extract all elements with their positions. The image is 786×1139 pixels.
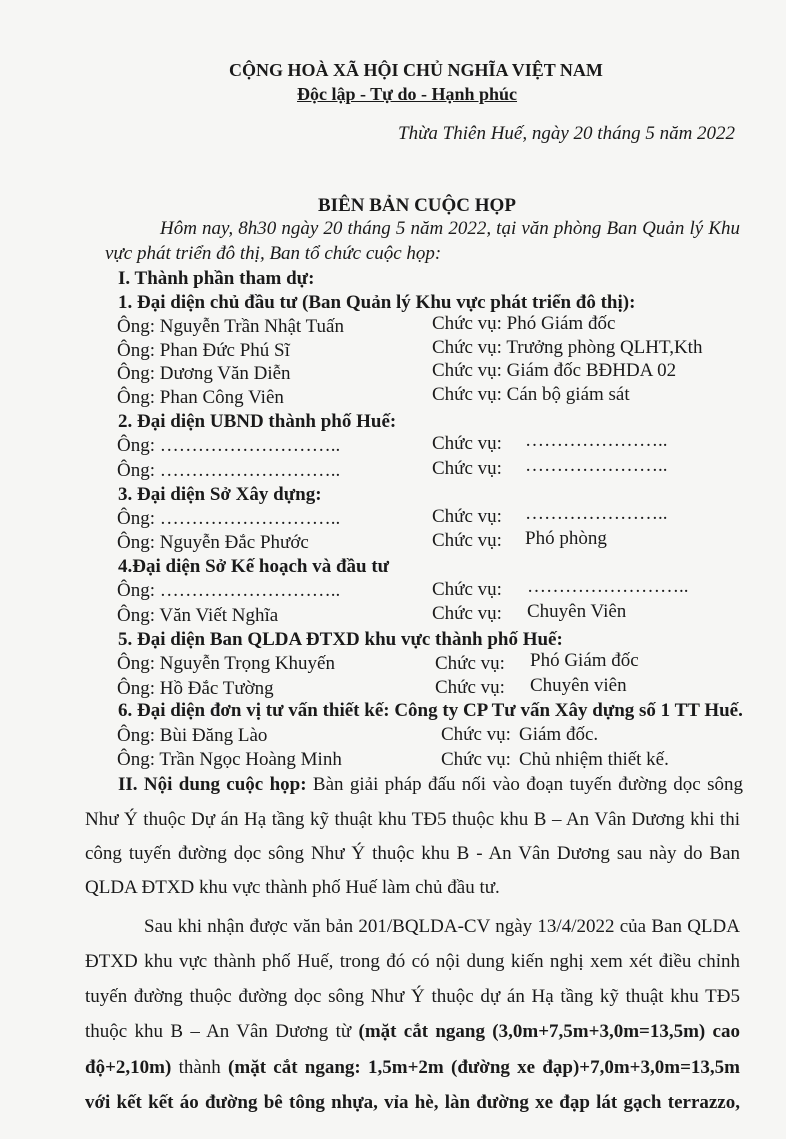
attendee-name: Ông: Nguyễn Đắc Phước xyxy=(117,532,309,553)
attendee-role: Chức vụ: Phó Giám đốc xyxy=(432,313,616,334)
attendee-name: Ông: Phan Đức Phú Sĩ xyxy=(117,340,290,361)
attendee-role-value: ………………….. xyxy=(525,503,668,524)
section-2-line-1 xyxy=(118,774,743,796)
attendee-role-label: Chức vụ: xyxy=(441,724,511,745)
para-2-text: thuộc khu B – An Vân Dương từ xyxy=(85,1021,359,1042)
attendee-name: Ông: Nguyễn Trần Nhật Tuấn xyxy=(117,316,344,337)
attendee-role-value: Chuyên Viên xyxy=(527,601,627,622)
attendee-name: Ông: ……………………….. xyxy=(117,460,341,481)
attendee-name: Ông: Hồ Đắc Tường xyxy=(117,678,274,699)
attendee-role-value: Giám đốc. xyxy=(519,724,599,745)
group-4-heading: 4.Đại diện Sở Kế hoạch và đầu tư xyxy=(118,556,390,577)
group-6-heading: 6. Đại diện đơn vị tư vấn thiết kế: Công ty CP Tư vấn Xây dựng số 1 TT Huế. xyxy=(118,700,743,721)
attendee-role-label: Chức vụ: xyxy=(432,506,502,527)
attendee-role-value: Phó phòng xyxy=(525,528,607,549)
attendee-name: Ông: ……………………….. xyxy=(117,508,341,529)
para-2-line-5 xyxy=(85,1057,740,1079)
intro-line-1: Hôm nay, 8h30 ngày 20 tháng 5 năm 2022, tại văn phòng Ban Quản lý Khu xyxy=(160,218,740,239)
attendee-role: Chức vụ: Cán bộ giám sát xyxy=(432,384,630,405)
attendee-role-value: …………………….. xyxy=(527,576,689,597)
section-1-heading: I. Thành phần tham dự: xyxy=(118,268,315,289)
para-2-line-2: ĐTXD khu vực thành phố Huế, trong đó có nội dung kiến nghị xem xét điều chỉnh xyxy=(85,951,740,972)
para-2-line-1: Sau khi nhận được văn bản 201/BQLDA-CV ngày 13/4/2022 của Ban QLDA xyxy=(144,916,740,937)
attendee-role-label: Chức vụ: xyxy=(432,530,502,551)
place-date: Thừa Thiên Huế, ngày 20 tháng 5 năm 2022 xyxy=(398,123,736,144)
attendee-role-label: Chức vụ: xyxy=(441,749,511,770)
group-1-heading: 1. Đại diện chủ đầu tư (Ban Quản lý Khu vực phát triển đô thị): xyxy=(118,292,636,313)
attendee-name: Ông: Văn Viết Nghĩa xyxy=(117,605,279,626)
document-title: BIÊN BẢN CUỘC HỌP xyxy=(318,195,516,216)
attendee-role: Chức vụ: Trưởng phòng QLHT,Kth xyxy=(432,337,703,358)
para-1-line-3: công tuyến đường dọc sông Như Ý thuộc khu B - An Vân Dương sau này do Ban xyxy=(85,843,740,864)
group-5-heading: 5. Đại diện Ban QLDA ĐTXD khu vực thành phố Huế: xyxy=(118,629,563,650)
para-1-line-2: Như Ý thuộc Dự án Hạ tầng kỹ thuật khu TĐ5 thuộc khu B – An Vân Dương khi thi xyxy=(85,809,740,830)
section-2-heading: II. Nội dung cuộc họp: xyxy=(118,774,307,795)
attendee-role-label: Chức vụ: xyxy=(435,677,505,698)
para-2-bold-text: độ+2,10m) xyxy=(85,1057,172,1078)
para-2-line-4 xyxy=(85,1021,740,1043)
attendee-role-value: Phó Giám đốc xyxy=(530,650,639,671)
attendee-role-value: Chuyên viên xyxy=(530,675,627,696)
attendee-name: Ông: Dương Văn Diễn xyxy=(117,363,291,384)
para-1-text: Bàn giải pháp đấu nối vào đoạn tuyến đường dọc sông xyxy=(306,774,743,795)
attendee-role-value: Chủ nhiệm thiết kế. xyxy=(519,749,669,770)
nation-heading: CỘNG HOÀ XÃ HỘI CHỦ NGHĨA VIỆT NAM xyxy=(229,60,603,80)
intro-line-2: vực phát triển đô thị, Ban tổ chức cuộc họp: xyxy=(105,243,442,264)
attendee-role-label: Chức vụ: xyxy=(432,433,502,454)
para-2-bold-text: (mặt cắt ngang: 1,5m+2m (đường xe đạp)+7,0m+3,0m=13,5m xyxy=(228,1057,740,1078)
para-2-line-3: tuyến đường thuộc đường dọc sông Như Ý thuộc dự án Hạ tầng kỹ thuật khu TĐ5 xyxy=(85,986,740,1007)
motto: Độc lập - Tự do - Hạnh phúc xyxy=(297,84,518,104)
attendee-role-label: Chức vụ: xyxy=(432,579,502,600)
attendee-role: Chức vụ: Giám đốc BĐHDA 02 xyxy=(432,360,677,381)
attendee-role-label: Chức vụ: xyxy=(432,603,502,624)
attendee-name: Ông: Nguyễn Trọng Khuyến xyxy=(117,653,335,674)
group-2-heading: 2. Đại diện UBND thành phố Huế: xyxy=(118,411,397,432)
attendee-role-value: ………………….. xyxy=(525,430,668,451)
attendee-name: Ông: ……………………….. xyxy=(117,435,341,456)
attendee-role-value: ………………….. xyxy=(525,455,668,476)
attendee-name: Ông: Phan Công Viên xyxy=(117,387,284,408)
para-2-bold-text: (mặt cắt ngang (3,0m+7,5m+3,0m=13,5m) cao xyxy=(358,1021,740,1042)
attendee-role-label: Chức vụ: xyxy=(435,653,505,674)
group-3-heading: 3. Đại diện Sở Xây dựng: xyxy=(118,484,322,505)
attendee-name: Ông: Bùi Đăng Lào xyxy=(117,725,268,746)
attendee-role-label: Chức vụ: xyxy=(432,458,502,479)
para-2-text: thành xyxy=(171,1057,229,1078)
para-1-line-4: QLDA ĐTXD khu vực thành phố Huế làm chủ đầu tư. xyxy=(85,877,500,898)
attendee-name: Ông: Trần Ngọc Hoàng Minh xyxy=(117,749,342,770)
attendee-name: Ông: ……………………….. xyxy=(117,580,341,601)
para-2-line-6: với kết kết áo đường bê tông nhựa, vỉa hè, làn đường xe đạp lát gạch terrazzo, xyxy=(85,1092,740,1113)
